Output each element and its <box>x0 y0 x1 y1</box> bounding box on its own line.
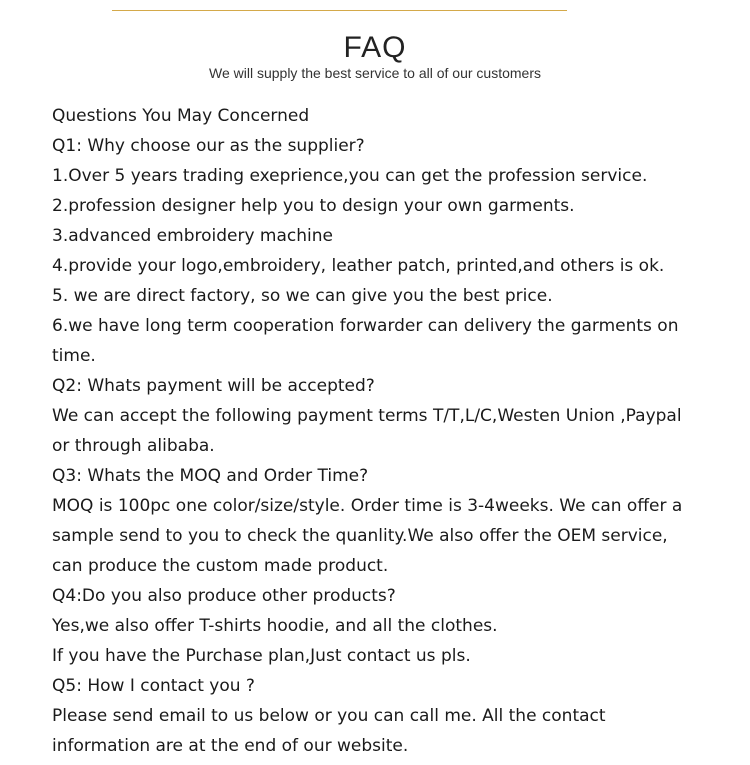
faq-line: Q2: Whats payment will be accepted? <box>52 376 375 396</box>
faq-line: We can accept the following payment terms T/T,L/C,Westen Union ,Paypal <box>52 406 682 426</box>
faq-line: Please send email to us below or you can call me. All the contact <box>52 706 606 726</box>
faq-line: 1.Over 5 years trading exeprience,you can get the profession service. <box>52 166 648 186</box>
faq-line: 4.provide your logo,embroidery, leather patch, printed,and others is ok. <box>52 256 665 276</box>
faq-line: 3.advanced embroidery machine <box>52 226 333 246</box>
faq-line: MOQ is 100pc one color/size/style. Order time is 3-4weeks. We can offer a <box>52 496 683 516</box>
top-divider <box>112 10 567 11</box>
faq-line: Q5: How I contact you ? <box>52 676 255 696</box>
page-subtitle: We will supply the best service to all of our customers <box>209 65 541 81</box>
faq-line: Yes,we also offer T-shirts hoodie, and all the clothes. <box>52 616 498 636</box>
faq-line: 2.profession designer help you to design your own garments. <box>52 196 575 216</box>
faq-line: Q1: Why choose our as the supplier? <box>52 136 365 156</box>
faq-line: If you have the Purchase plan,Just contact us pls. <box>52 646 471 666</box>
faq-line: can produce the custom made product. <box>52 556 389 576</box>
faq-line: or through alibaba. <box>52 436 215 456</box>
faq-line: time. <box>52 346 96 366</box>
faq-line: Questions You May Concerned <box>52 106 310 126</box>
faq-line: Q4:Do you also produce other products? <box>52 586 396 606</box>
faq-line: information are at the end of our website. <box>52 736 409 756</box>
faq-line: sample send to you to check the quanlity.We also offer the OEM service, <box>52 526 668 546</box>
faq-line: 6.we have long term cooperation forwarder can delivery the garments on <box>52 316 679 336</box>
faq-content <box>52 101 732 761</box>
page-title: FAQ <box>343 31 407 64</box>
faq-line: 5. we are direct factory, so we can give you the best price. <box>52 286 553 306</box>
faq-line: Q3: Whats the MOQ and Order Time? <box>52 466 369 486</box>
